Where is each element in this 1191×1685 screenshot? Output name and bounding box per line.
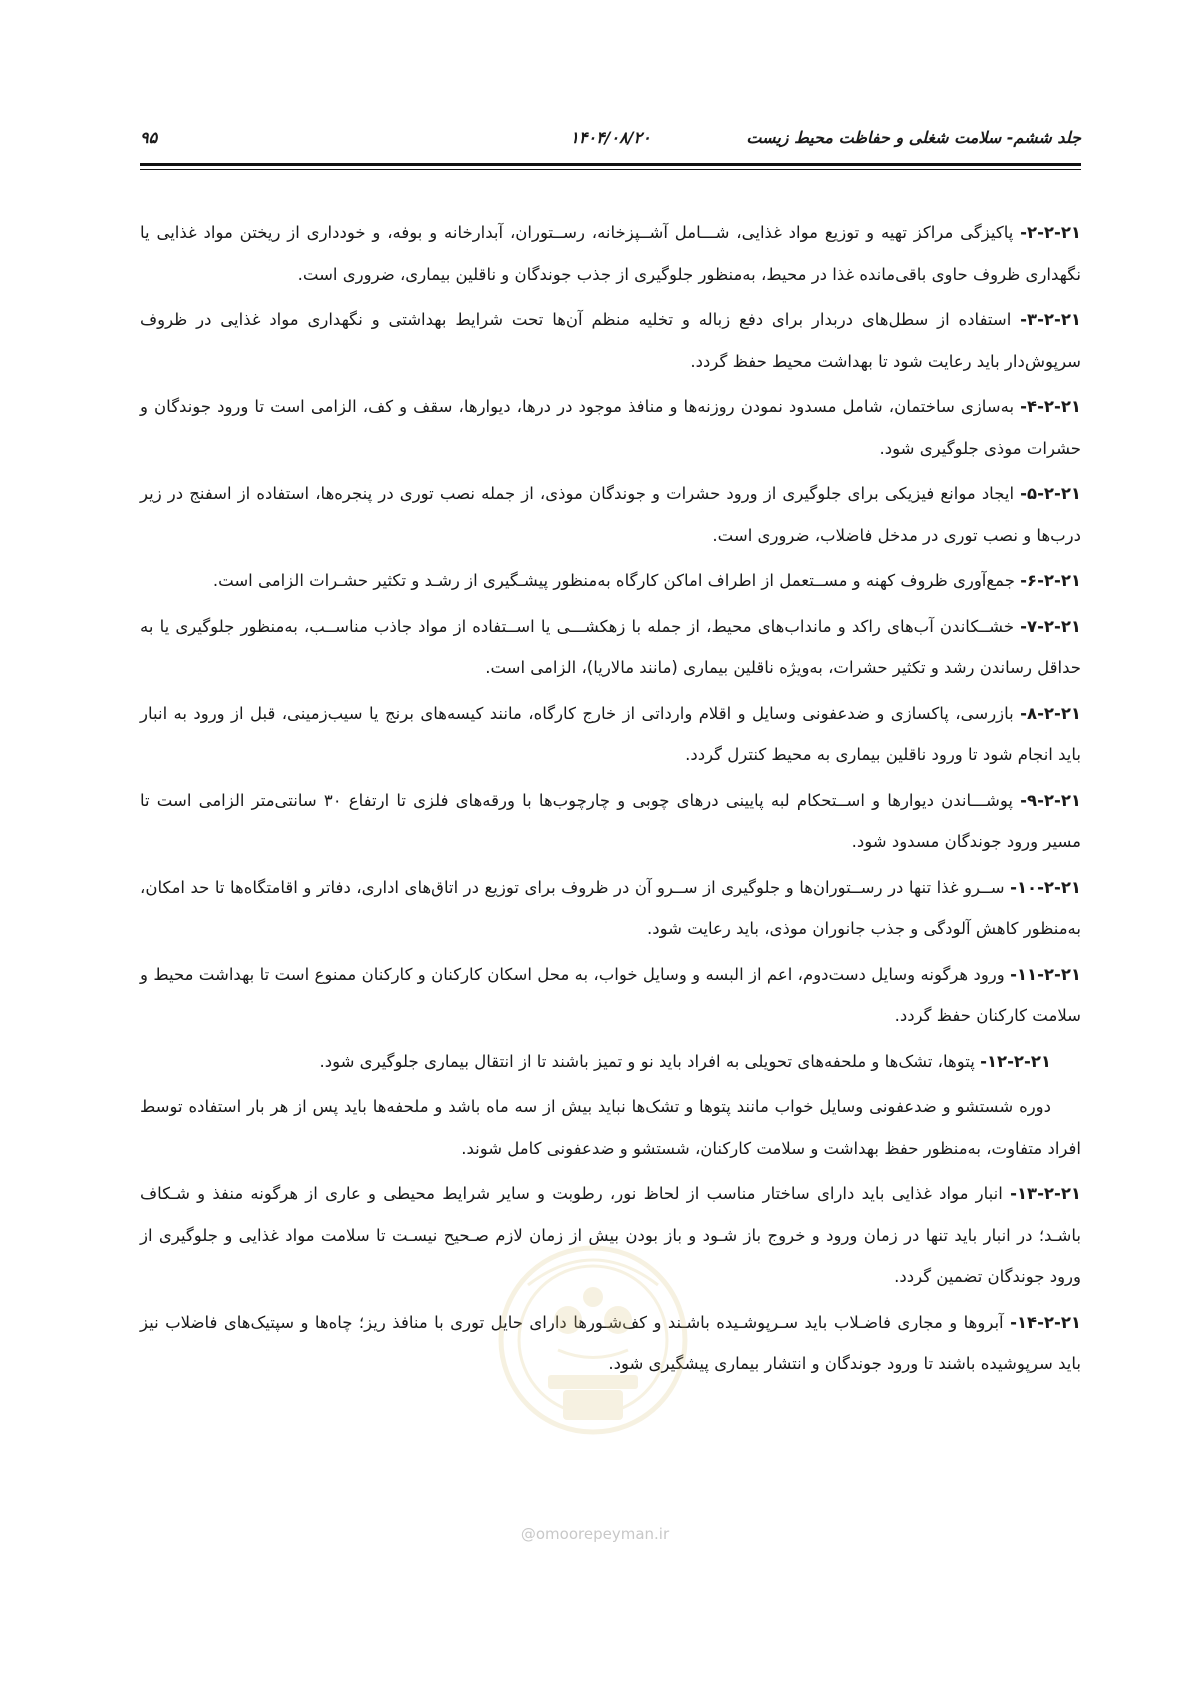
clause-number: ۱۱-۲-۲۱- xyxy=(1010,964,1081,984)
clause-number: ۹-۲-۲۱- xyxy=(1020,790,1081,810)
document-body xyxy=(140,212,1081,1389)
clause-text: به‌سازی ساختمان، شامل مسدود نمودن روزنه‌ها و منافذ موجود در درها، دیوارها، سقف و کف، الزامی است تا ورود جوندگان و حشرات موذی جلوگیری شود. xyxy=(140,397,1081,458)
clause-text: ورود هرگونه وسایل دست‌دوم، اعم از البسه و وسایل خواب، به محل اسکان کارکنان و کارکنان ممنوع است تا بهداشت محیط و سلامت کارکنان حفظ گردد. xyxy=(140,964,1081,1025)
running-title: جلد ششم- سلامت شغلی و حفاظت محیط زیست xyxy=(746,128,1081,147)
clause-text: دوره شستشو و ضدعفونی وسایل خواب مانند پتوها و تشک‌ها نباید بیش از سه ماه باشد و ملحفه‌ها باید پس از هر بار استفاده توسط افراد متفاوت، به‌منظور حفظ بهداشت و سلامت کارکنان، شستشو و ضدعفونی کامل شوند. xyxy=(140,1097,1081,1158)
clause-number: ۱۴-۲-۲۱- xyxy=(1010,1312,1081,1332)
clause-text: پاکیزگی مراکز تهیه و توزیع مواد غذایی، شـــامل آشــپزخانه، رســتوران، آبدارخانه و بوفه، و خودداری از ریختن مواد غذایی یا نگهداری ظروف حاوی باقی‌مانده غذا در محیط، به‌منظور جلوگیری از جذب جوندگان و ناقلین بیماری، ضروری است. xyxy=(140,223,1081,284)
clause-text: ســرو غذا تنها در رســتوران‌ها و جلوگیری از ســرو آن در ظروف برای توزیع در اتاق‌های اداری، دفاتر و اقامتگاه‌ها تا حد امکان، به‌منظور کاهش آلودگی و جذب جانوران موذی، باید رعایت شود. xyxy=(140,877,1081,938)
header-rule-thick xyxy=(140,163,1081,166)
clause-text: جمع‌آوری ظروف کهنه و مســتعمل از اطراف اماکن کارگاه به‌منظور پیشـگیری از رشـد و تکثیر حشـرات الزامی است. xyxy=(212,571,1021,590)
clause-paragraph xyxy=(140,606,1081,689)
clause-paragraph xyxy=(140,1041,1081,1083)
clause-text: انبار مواد غذایی باید دارای ساختار مناسب از لحاظ نور، رطوبت و سایر شرایط محیطی و عاری از هرگونه منفذ و شـکاف باشـد؛ در انبار باید تنها در زمان ورود و خروج باز شـود و باز بودن بیش از زمان لازم صـحیح نیسـت تا سلامت مواد غذایی و جلوگیری از ورود جوندگان تضمین گردد. xyxy=(140,1184,1081,1286)
clause-paragraph xyxy=(140,1086,1081,1169)
clause-paragraph xyxy=(140,780,1081,863)
clause-text: پوشـــاندن دیوارها و اســتحکام لبه پایینی درهای چوبی و چارچوب‌ها با ورقه‌های فلزی تا ارتفاع ۳۰ سانتی‌متر الزامی است تا مسیر ورود جوندگان مسدود شود. xyxy=(140,790,1081,851)
clause-text: آبروها و مجاری فاضـلاب باید سـرپوشـیده باشـند و کف‌شـورها دارای حایل توری با منافذ ریز؛ چاه‌ها و سپتیک‌های فاضلاب نیز باید سرپوشیده باشند تا ورود جوندگان و انتشار بیماری پیشگیری شود. xyxy=(140,1312,1081,1373)
clause-paragraph xyxy=(140,386,1081,469)
clause-number: ۱۲-۲-۲۱- xyxy=(980,1051,1051,1071)
clause-paragraph xyxy=(140,560,1081,602)
clause-text: پتوها، تشک‌ها و ملحفه‌های تحویلی به افراد باید نو و تمیز باشند تا از انتقال بیماری جلوگیری شود. xyxy=(319,1051,981,1071)
clause-number: ۱۰-۲-۲۱- xyxy=(1010,877,1081,897)
watermark-url: @omoorepeyman.ir xyxy=(520,1525,670,1543)
clause-number: ۶-۲-۲۱- xyxy=(1020,571,1081,590)
clause-paragraph xyxy=(140,1173,1081,1298)
page-header xyxy=(140,122,1081,162)
clause-paragraph xyxy=(140,473,1081,556)
page-number: ۹۵ xyxy=(140,128,158,147)
clause-text: ایجاد موانع فیزیکی برای جلوگیری از ورود حشرات و جوندگان موذی، از جمله نصب توری در پنجره‌ها، استفاده از اسفنج در زیر درب‌ها و نصب توری در مدخل فاضلاب، ضروری است. xyxy=(140,484,1081,545)
clause-number: ۵-۲-۲۱- xyxy=(1020,484,1081,503)
clause-number: ۳-۲-۲۱- xyxy=(1020,310,1081,329)
clause-number: ۲-۲-۲۱- xyxy=(1020,223,1081,242)
clause-paragraph xyxy=(140,1302,1081,1385)
clause-number: ۴-۲-۲۱- xyxy=(1020,397,1081,416)
clause-paragraph xyxy=(140,299,1081,382)
clause-number: ۱۳-۲-۲۱- xyxy=(1010,1184,1081,1203)
clause-paragraph xyxy=(140,693,1081,776)
header-rule-thin xyxy=(140,169,1081,170)
clause-paragraph xyxy=(140,867,1081,950)
clause-text: خشــکاندن آب‌های راکد و مانداب‌های محیط، از جمله با زهکشـــی یا اســتفاده از مواد جاذب مناســب، به‌منظور جلوگیری یا به حداقل رساندن رشد و تکثیر حشرات، به‌ویژه ناقلین بیماری (مانند مالاریا)، الزامی است. xyxy=(140,616,1081,677)
header-date: ۱۴۰۴/۰۸/۲۰ xyxy=(570,128,651,147)
clause-number: ۷-۲-۲۱- xyxy=(1020,616,1081,636)
clause-paragraph xyxy=(140,212,1081,295)
clause-number: ۸-۲-۲۱- xyxy=(1020,703,1081,723)
clause-text: بازرسی، پاکسازی و ضدعفونی وسایل و اقلام وارداتی از خارج کارگاه، مانند کیسه‌های برنج یا سیب‌زمینی، قبل از ورود به انبار باید انجام شود تا ورود ناقلین بیماری به محیط کنترل گردد. xyxy=(140,703,1081,764)
clause-paragraph xyxy=(140,954,1081,1037)
clause-text: استفاده از سطل‌های دربدار برای دفع زباله و تخلیه منظم آن‌ها تحت شرایط بهداشتی و نگهداری مواد غذایی در ظروف سرپوش‌دار باید رعایت شود تا بهداشت محیط حفظ گردد. xyxy=(140,310,1081,371)
